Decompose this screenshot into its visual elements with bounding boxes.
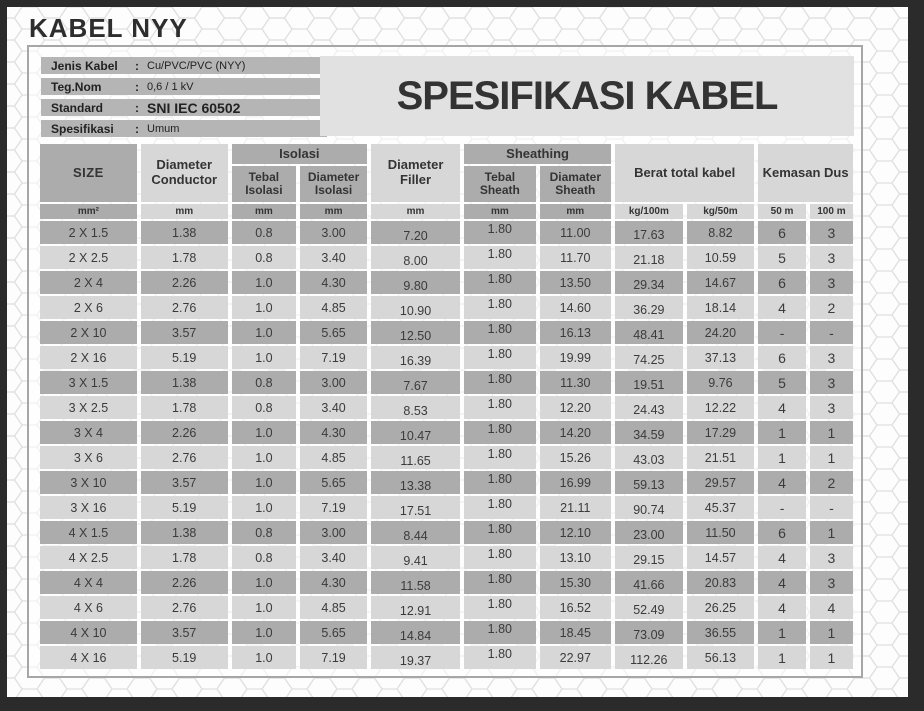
value-cell: 15.30 xyxy=(540,571,611,594)
table-row xyxy=(40,346,853,369)
value-cell: 0.8 xyxy=(232,396,297,419)
value-cell: 3 xyxy=(810,371,853,394)
info-separator: : xyxy=(135,121,139,136)
value-cell: 15.26 xyxy=(540,446,611,469)
value-cell: 12.50 xyxy=(371,321,460,344)
value-cell: 26.25 xyxy=(687,596,755,619)
value-cell: 7.19 xyxy=(300,646,367,669)
value-cell: 2 xyxy=(810,471,853,494)
value-cell: 3.40 xyxy=(300,546,367,569)
size-cell: 2 X 10 xyxy=(40,321,137,344)
size-cell: 2 X 1.5 xyxy=(40,221,137,244)
value-cell: 1.0 xyxy=(232,271,297,294)
value-cell: 23.00 xyxy=(615,521,683,544)
value-cell: 11.00 xyxy=(540,221,611,244)
info-row-spesifikasi xyxy=(41,120,327,137)
header-units-row xyxy=(40,204,853,219)
value-cell: 1.80 xyxy=(464,421,535,444)
size-cell: 4 X 2.5 xyxy=(40,546,137,569)
value-cell: 10.47 xyxy=(371,421,460,444)
value-cell: 1.0 xyxy=(232,296,297,319)
value-cell: 22.97 xyxy=(540,646,611,669)
info-separator: : xyxy=(135,100,139,115)
value-cell: 1.80 xyxy=(464,596,535,619)
value-cell: 18.45 xyxy=(540,621,611,644)
value-cell: - xyxy=(758,321,806,344)
value-cell: 16.39 xyxy=(371,346,460,369)
content-box xyxy=(27,45,863,678)
value-cell: 4 xyxy=(758,571,806,594)
header-tebal-isolasi: Tebal Isolasi xyxy=(232,166,297,202)
value-cell: 9.80 xyxy=(371,271,460,294)
value-cell: 1.80 xyxy=(464,221,535,244)
value-cell: 1 xyxy=(758,421,806,444)
value-cell: 2.76 xyxy=(141,296,228,319)
value-cell: 24.20 xyxy=(687,321,755,344)
value-cell: 3 xyxy=(810,246,853,269)
value-cell: 1.0 xyxy=(232,646,297,669)
value-cell: 48.41 xyxy=(615,321,683,344)
value-cell: 3 xyxy=(810,271,853,294)
table-row xyxy=(40,496,853,519)
unit-size: mm² xyxy=(40,204,137,219)
value-cell: 34.59 xyxy=(615,421,683,444)
value-cell: 1.38 xyxy=(141,371,228,394)
value-cell: 37.13 xyxy=(687,346,755,369)
value-cell: 4.30 xyxy=(300,571,367,594)
table-row xyxy=(40,446,853,469)
value-cell: 1.80 xyxy=(464,496,535,519)
table-row xyxy=(40,521,853,544)
value-cell: 1 xyxy=(810,646,853,669)
value-cell: 1.80 xyxy=(464,371,535,394)
value-cell: 8.00 xyxy=(371,246,460,269)
spec-table-wrapper xyxy=(36,142,857,671)
info-label: Spesifikasi xyxy=(51,121,114,136)
value-cell: 11.58 xyxy=(371,571,460,594)
table-row xyxy=(40,246,853,269)
value-cell: 21.51 xyxy=(687,446,755,469)
value-cell: 14.20 xyxy=(540,421,611,444)
value-cell: 19.99 xyxy=(540,346,611,369)
value-cell: 1.0 xyxy=(232,496,297,519)
value-cell: 1.80 xyxy=(464,346,535,369)
value-cell: 12.22 xyxy=(687,396,755,419)
value-cell: 8.82 xyxy=(687,221,755,244)
value-cell: 1 xyxy=(810,521,853,544)
table-header xyxy=(40,144,853,219)
value-cell: 1.80 xyxy=(464,271,535,294)
header-tebal-sheath: Tebal Sheath xyxy=(464,166,535,202)
value-cell: 29.34 xyxy=(615,271,683,294)
value-cell: 6 xyxy=(758,521,806,544)
value-cell: 13.38 xyxy=(371,471,460,494)
value-cell: 3 xyxy=(810,221,853,244)
value-cell: 1.38 xyxy=(141,521,228,544)
value-cell: 1 xyxy=(758,621,806,644)
size-cell: 2 X 4 xyxy=(40,271,137,294)
size-cell: 3 X 16 xyxy=(40,496,137,519)
value-cell: 1.0 xyxy=(232,421,297,444)
value-cell: 1.78 xyxy=(141,546,228,569)
value-cell: 4.85 xyxy=(300,446,367,469)
value-cell: 6 xyxy=(758,221,806,244)
value-cell: 1.80 xyxy=(464,446,535,469)
info-label: Standard xyxy=(51,100,104,115)
value-cell: 0.8 xyxy=(232,371,297,394)
value-cell: 4.85 xyxy=(300,296,367,319)
value-cell: 7.20 xyxy=(371,221,460,244)
value-cell: 16.52 xyxy=(540,596,611,619)
value-cell: 45.37 xyxy=(687,496,755,519)
value-cell: 12.20 xyxy=(540,396,611,419)
value-cell: 1.78 xyxy=(141,246,228,269)
value-cell: 4 xyxy=(810,596,853,619)
value-cell: 5.19 xyxy=(141,496,228,519)
value-cell: 19.37 xyxy=(371,646,460,669)
value-cell: 2 xyxy=(810,296,853,319)
value-cell: 1.80 xyxy=(464,296,535,319)
value-cell: 14.67 xyxy=(687,271,755,294)
size-cell: 2 X 2.5 xyxy=(40,246,137,269)
table-row xyxy=(40,271,853,294)
value-cell: 14.84 xyxy=(371,621,460,644)
value-cell: 1.80 xyxy=(464,521,535,544)
unit-diameter-filler: mm xyxy=(371,204,460,219)
value-cell: 1.80 xyxy=(464,546,535,569)
table-row xyxy=(40,596,853,619)
info-separator: : xyxy=(135,58,139,73)
value-cell: 5.65 xyxy=(300,471,367,494)
value-cell: 17.51 xyxy=(371,496,460,519)
value-cell: 52.49 xyxy=(615,596,683,619)
value-cell: 3.57 xyxy=(141,621,228,644)
value-cell: 3.00 xyxy=(300,221,367,244)
value-cell: - xyxy=(758,496,806,519)
info-value: Umum xyxy=(147,122,180,135)
size-cell: 2 X 6 xyxy=(40,296,137,319)
info-value: SNI IEC 60502 xyxy=(147,99,241,116)
value-cell: 3 xyxy=(810,396,853,419)
table-row xyxy=(40,646,853,669)
table-row xyxy=(40,621,853,644)
value-cell: 1 xyxy=(810,621,853,644)
value-cell: 19.51 xyxy=(615,371,683,394)
value-cell: - xyxy=(810,496,853,519)
value-cell: 8.44 xyxy=(371,521,460,544)
value-cell: 2.26 xyxy=(141,271,228,294)
value-cell: 1.0 xyxy=(232,446,297,469)
unit-kg-100m: kg/100m xyxy=(615,204,683,219)
value-cell: 6 xyxy=(758,271,806,294)
size-cell: 3 X 2.5 xyxy=(40,396,137,419)
value-cell: 4 xyxy=(758,296,806,319)
value-cell: 0.8 xyxy=(232,521,297,544)
value-cell: 1 xyxy=(810,421,853,444)
header-sheathing-group: Sheathing xyxy=(464,144,611,164)
value-cell: 1.80 xyxy=(464,321,535,344)
spec-title: SPESIFIKASI KABEL xyxy=(396,73,778,118)
value-cell: 9.76 xyxy=(687,371,755,394)
value-cell: 3 xyxy=(810,346,853,369)
table-row xyxy=(40,421,853,444)
unit-50m: 50 m xyxy=(758,204,806,219)
value-cell: 36.29 xyxy=(615,296,683,319)
size-cell: 3 X 6 xyxy=(40,446,137,469)
value-cell: 36.55 xyxy=(687,621,755,644)
value-cell: 2.26 xyxy=(141,571,228,594)
size-cell: 2 X 16 xyxy=(40,346,137,369)
value-cell: 12.91 xyxy=(371,596,460,619)
value-cell: 21.18 xyxy=(615,246,683,269)
value-cell: 90.74 xyxy=(615,496,683,519)
table-row xyxy=(40,546,853,569)
value-cell: 29.15 xyxy=(615,546,683,569)
header-diameter-isolasi: Diameter Isolasi xyxy=(300,166,367,202)
header-isolasi-group: Isolasi xyxy=(232,144,367,164)
value-cell: 3.40 xyxy=(300,246,367,269)
value-cell: 112.26 xyxy=(615,646,683,669)
table-row xyxy=(40,321,853,344)
value-cell: 2.76 xyxy=(141,446,228,469)
info-label: Teg.Nom xyxy=(51,79,102,94)
table-row xyxy=(40,371,853,394)
page-title: KABEL NYY xyxy=(29,13,188,43)
header-group-row xyxy=(40,144,853,164)
value-cell: 4 xyxy=(758,596,806,619)
unit-diameter-conductor: mm xyxy=(141,204,228,219)
value-cell: 11.50 xyxy=(687,521,755,544)
value-cell: 3 xyxy=(810,571,853,594)
value-cell: 7.19 xyxy=(300,346,367,369)
info-separator: : xyxy=(135,79,139,94)
value-cell: 6 xyxy=(758,346,806,369)
value-cell: 1.80 xyxy=(464,621,535,644)
spec-title-box xyxy=(320,56,854,136)
value-cell: 14.57 xyxy=(687,546,755,569)
value-cell: 1.0 xyxy=(232,621,297,644)
value-cell: 29.57 xyxy=(687,471,755,494)
value-cell: 0.8 xyxy=(232,246,297,269)
unit-tebal-isolasi: mm xyxy=(232,204,297,219)
value-cell: 1.80 xyxy=(464,246,535,269)
table-row xyxy=(40,571,853,594)
value-cell: 43.03 xyxy=(615,446,683,469)
value-cell: 1.80 xyxy=(464,646,535,669)
value-cell: 41.66 xyxy=(615,571,683,594)
value-cell: 0.8 xyxy=(232,546,297,569)
table-row xyxy=(40,296,853,319)
value-cell: 3.57 xyxy=(141,471,228,494)
value-cell: 4 xyxy=(758,471,806,494)
spec-table xyxy=(36,142,857,671)
size-cell: 4 X 16 xyxy=(40,646,137,669)
value-cell: 1.78 xyxy=(141,396,228,419)
header-diamater-sheath: Diamater Sheath xyxy=(540,166,611,202)
value-cell: 4.85 xyxy=(300,596,367,619)
value-cell: 14.60 xyxy=(540,296,611,319)
value-cell: 5 xyxy=(758,371,806,394)
unit-kg-50m: kg/50m xyxy=(687,204,755,219)
cable-info-box xyxy=(41,57,327,141)
value-cell: 1.0 xyxy=(232,571,297,594)
unit-diameter-isolasi: mm xyxy=(300,204,367,219)
value-cell: 2.26 xyxy=(141,421,228,444)
value-cell: 4.30 xyxy=(300,271,367,294)
value-cell: 4 xyxy=(758,396,806,419)
value-cell: 20.83 xyxy=(687,571,755,594)
info-value: 0,6 / 1 kV xyxy=(147,80,194,93)
value-cell: 16.13 xyxy=(540,321,611,344)
value-cell: 1 xyxy=(758,446,806,469)
value-cell: 1.0 xyxy=(232,471,297,494)
value-cell: 17.29 xyxy=(687,421,755,444)
value-cell: 8.53 xyxy=(371,396,460,419)
value-cell: 16.99 xyxy=(540,471,611,494)
value-cell: 1.0 xyxy=(232,346,297,369)
value-cell: 17.63 xyxy=(615,221,683,244)
size-cell: 4 X 10 xyxy=(40,621,137,644)
info-row-jenis-kabel xyxy=(41,57,327,74)
value-cell: 73.09 xyxy=(615,621,683,644)
value-cell: 10.59 xyxy=(687,246,755,269)
header-berat-total: Berat total kabel xyxy=(615,144,754,202)
table-body xyxy=(40,221,853,669)
value-cell: 56.13 xyxy=(687,646,755,669)
value-cell: 7.19 xyxy=(300,496,367,519)
value-cell: 74.25 xyxy=(615,346,683,369)
info-label: Jenis Kabel xyxy=(51,58,118,73)
value-cell: 5 xyxy=(758,246,806,269)
value-cell: 3.57 xyxy=(141,321,228,344)
value-cell: 3.00 xyxy=(300,371,367,394)
value-cell: 5.19 xyxy=(141,646,228,669)
table-row xyxy=(40,471,853,494)
value-cell: 0.8 xyxy=(232,221,297,244)
table-row xyxy=(40,396,853,419)
size-cell: 4 X 6 xyxy=(40,596,137,619)
value-cell: 11.70 xyxy=(540,246,611,269)
value-cell: 3 xyxy=(810,546,853,569)
value-cell: 13.10 xyxy=(540,546,611,569)
size-cell: 4 X 4 xyxy=(40,571,137,594)
value-cell: 13.50 xyxy=(540,271,611,294)
value-cell: 3.40 xyxy=(300,396,367,419)
value-cell: 7.67 xyxy=(371,371,460,394)
value-cell: 12.10 xyxy=(540,521,611,544)
value-cell: 5.65 xyxy=(300,621,367,644)
value-cell: 24.43 xyxy=(615,396,683,419)
unit-tebal-sheath: mm xyxy=(464,204,535,219)
value-cell: 1.0 xyxy=(232,596,297,619)
value-cell: 1.80 xyxy=(464,471,535,494)
value-cell: 5.19 xyxy=(141,346,228,369)
value-cell: 1 xyxy=(758,646,806,669)
value-cell: 59.13 xyxy=(615,471,683,494)
value-cell: 3.00 xyxy=(300,521,367,544)
value-cell: 4.30 xyxy=(300,421,367,444)
size-cell: 3 X 4 xyxy=(40,421,137,444)
value-cell: 11.65 xyxy=(371,446,460,469)
value-cell: 10.90 xyxy=(371,296,460,319)
unit-100m: 100 m xyxy=(810,204,853,219)
info-value: Cu/PVC/PVC (NYY) xyxy=(147,59,246,72)
size-cell: 4 X 1.5 xyxy=(40,521,137,544)
header-diameter-filler: Diameter Filler xyxy=(371,144,460,202)
size-cell: 3 X 10 xyxy=(40,471,137,494)
info-row-standard xyxy=(41,99,327,116)
value-cell: 1 xyxy=(810,446,853,469)
size-cell: 3 X 1.5 xyxy=(40,371,137,394)
value-cell: 21.11 xyxy=(540,496,611,519)
value-cell: 5.65 xyxy=(300,321,367,344)
value-cell: 4 xyxy=(758,546,806,569)
header-size: SIZE xyxy=(40,144,137,202)
unit-diamater-sheath: mm xyxy=(540,204,611,219)
value-cell: 1.80 xyxy=(464,396,535,419)
value-cell: 1.80 xyxy=(464,571,535,594)
value-cell: 18.14 xyxy=(687,296,755,319)
value-cell: 11.30 xyxy=(540,371,611,394)
value-cell: 1.38 xyxy=(141,221,228,244)
header-diameter-conductor: Diameter Conductor xyxy=(141,144,228,202)
header-kemasan-dus: Kemasan Dus xyxy=(758,144,853,202)
value-cell: 2.76 xyxy=(141,596,228,619)
info-row-teg-nom xyxy=(41,78,327,95)
value-cell: - xyxy=(810,321,853,344)
table-row xyxy=(40,221,853,244)
value-cell: 1.0 xyxy=(232,321,297,344)
value-cell: 9.41 xyxy=(371,546,460,569)
